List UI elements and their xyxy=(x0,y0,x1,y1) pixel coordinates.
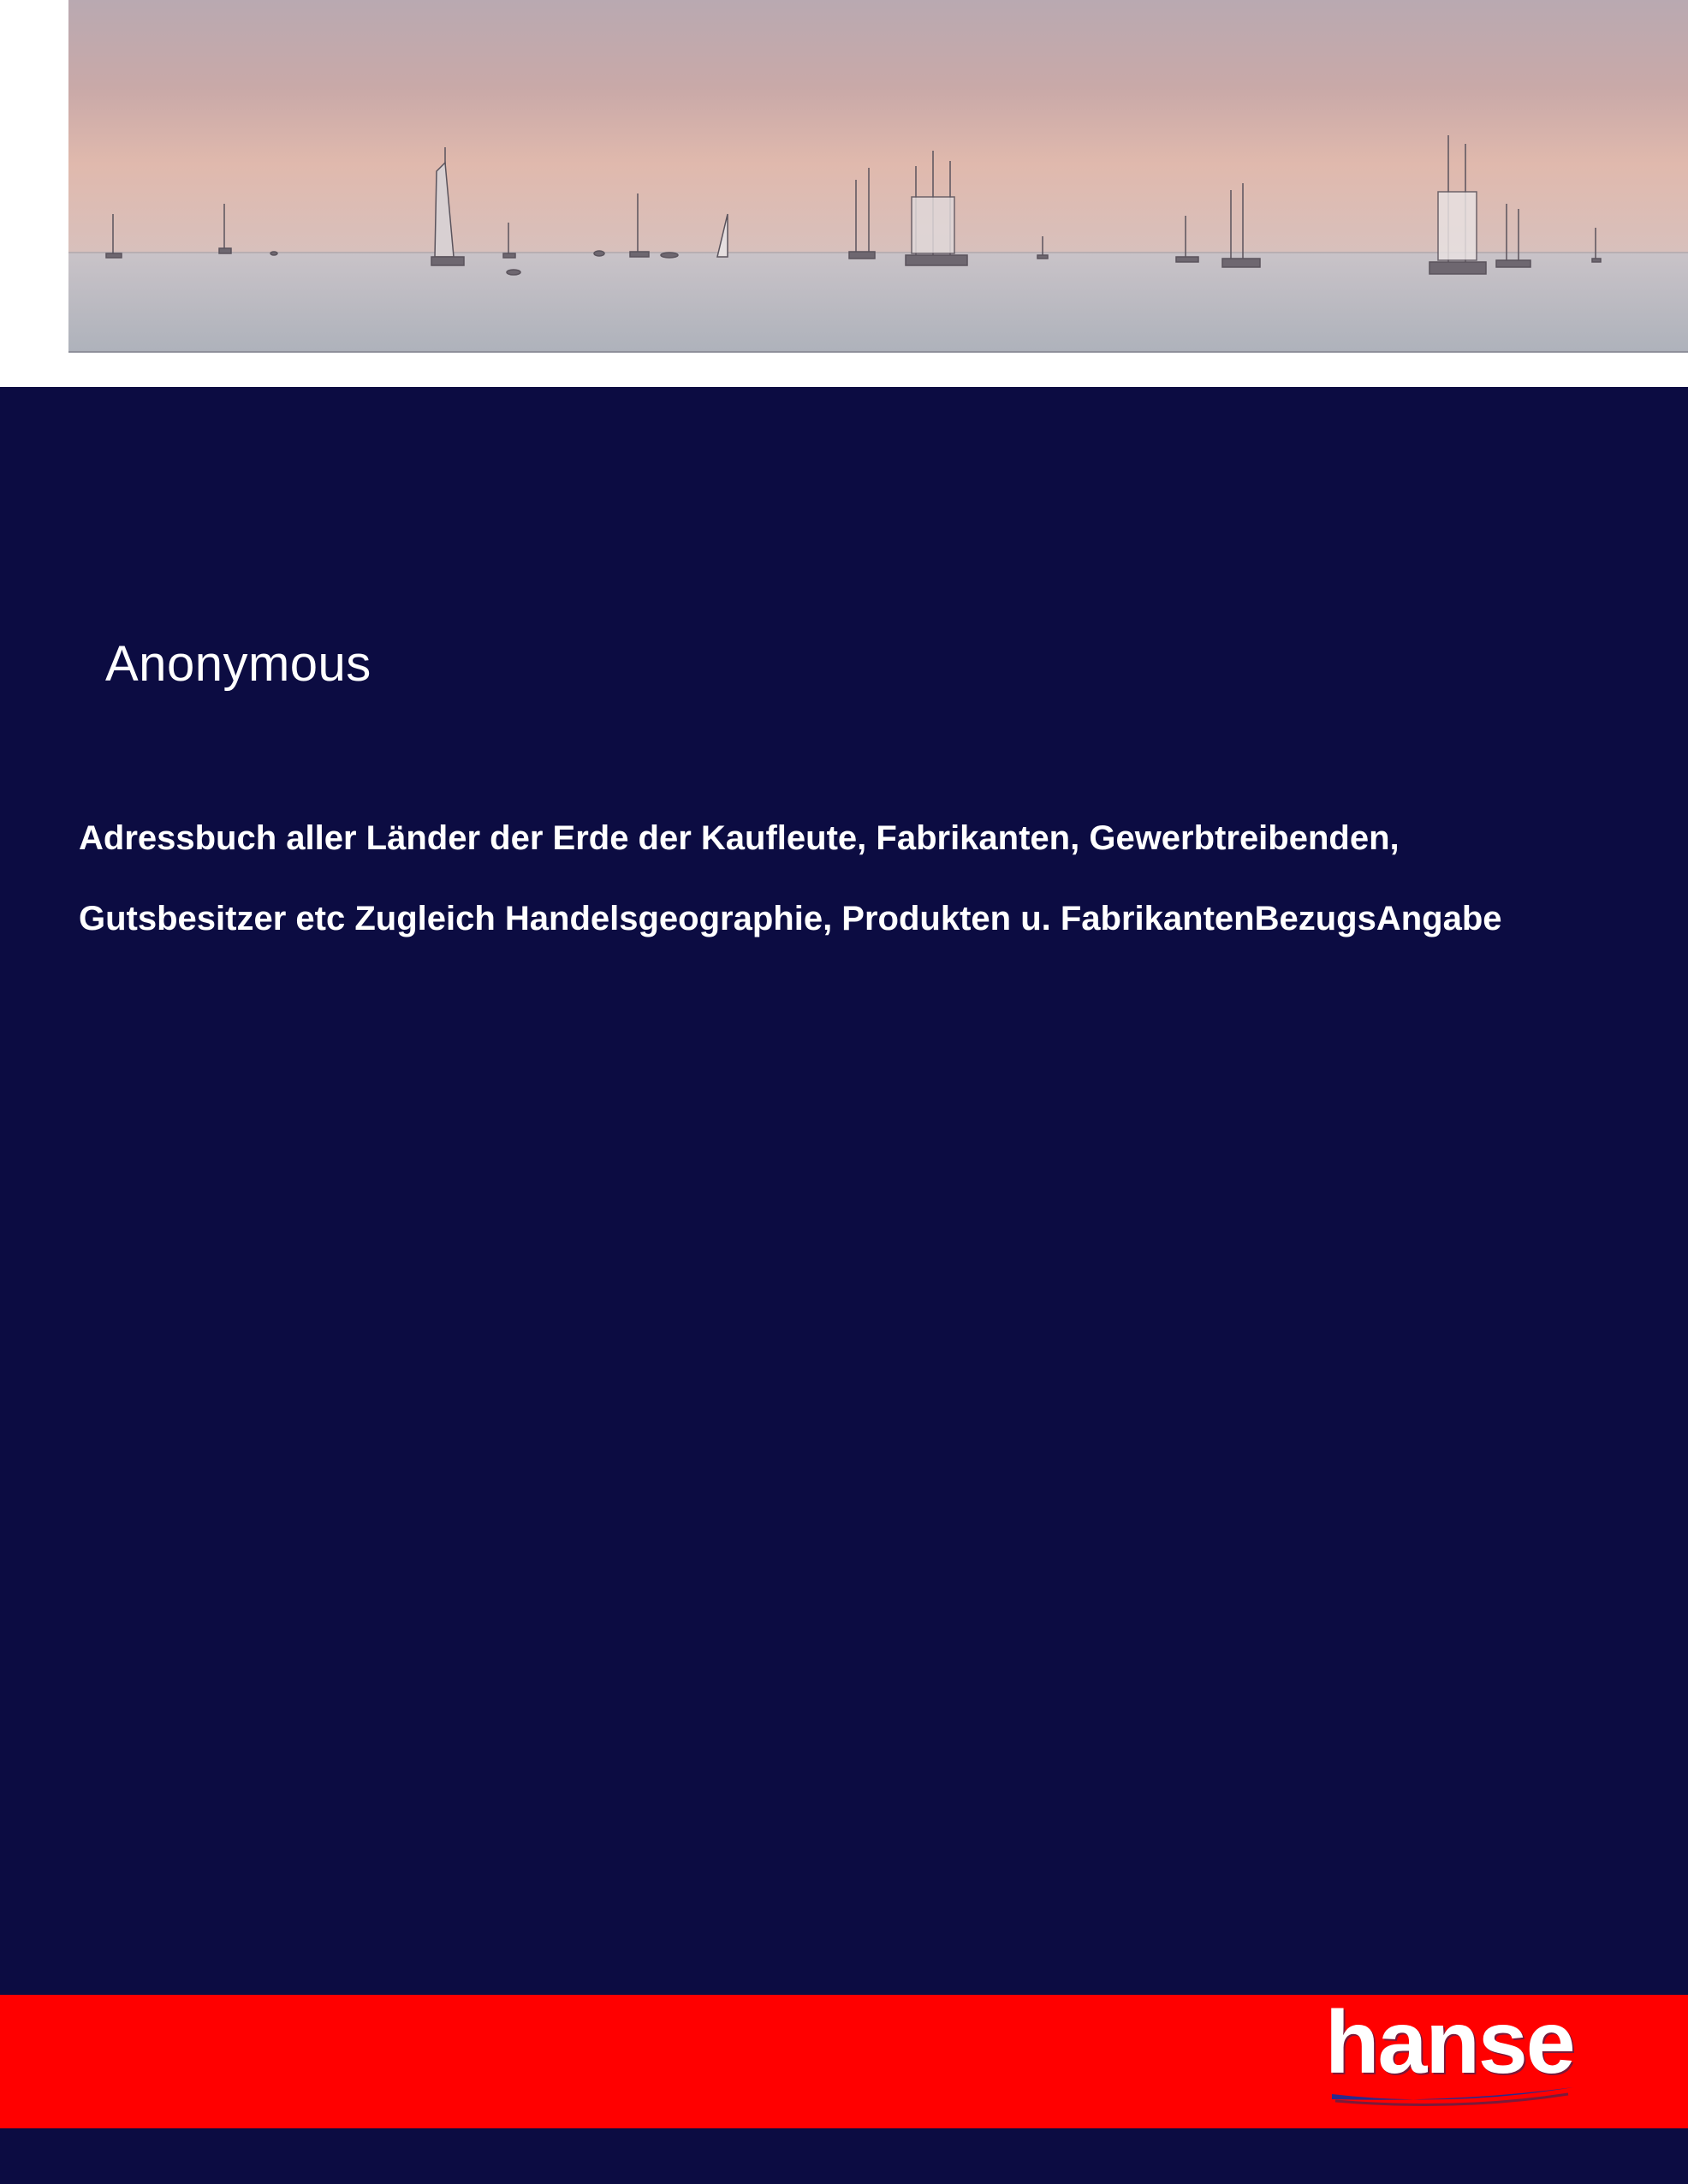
book-title-line-1: Adressbuch aller Länder der Erde der Kaufleute, Fabrikanten, Gewerbtreibenden, xyxy=(79,819,1400,857)
publisher-logo xyxy=(1325,1993,1582,2110)
book-title-line-2: Gutsbesitzer etc Zugleich Handelsgeographie, Produkten u. FabrikantenBezugsAngabe xyxy=(79,900,1502,937)
cover-photo-tall-ships-at-sunset xyxy=(68,0,1688,353)
author-name: Anonymous xyxy=(105,636,371,692)
publisher-logo-wordmark: hanse xyxy=(1325,1993,1574,2092)
book-title xyxy=(79,798,1620,959)
logo-swoosh-icon xyxy=(1328,2082,1577,2108)
